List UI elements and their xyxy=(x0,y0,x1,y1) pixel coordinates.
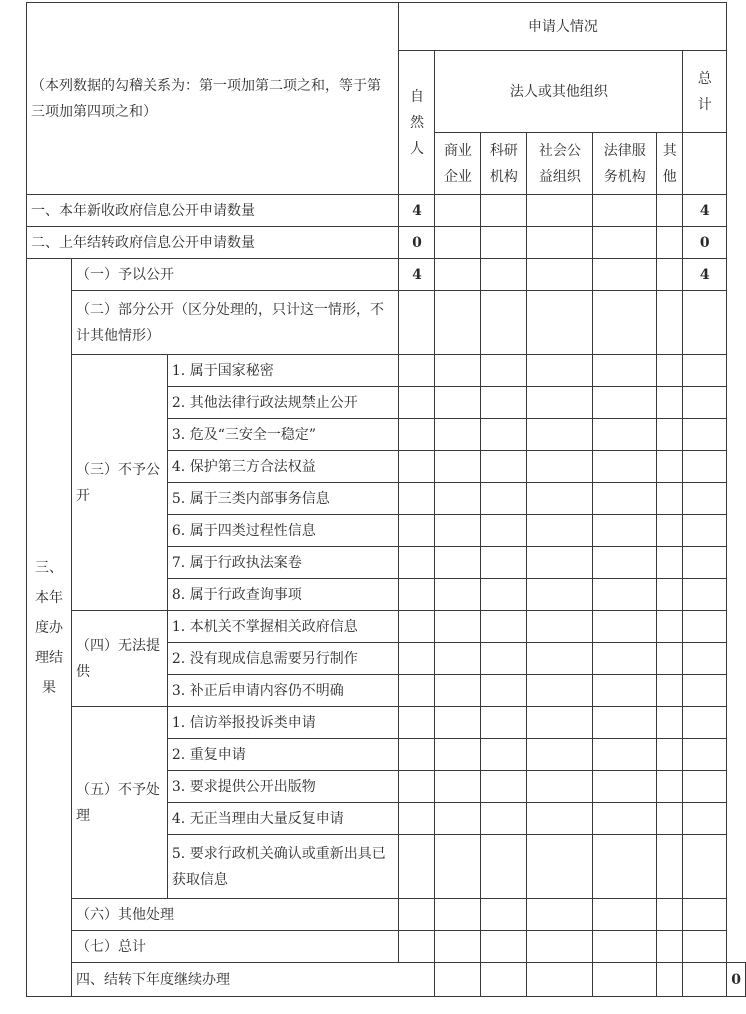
group-label: （五）不予处理 xyxy=(72,707,168,899)
section-3-label: 三、本年度办理结果 xyxy=(27,259,72,997)
item-label: 5. 属于三类内部事务信息 xyxy=(167,483,399,515)
cell-natural: 0 xyxy=(399,227,435,259)
item-label: 7. 属于行政执法案卷 xyxy=(167,547,399,579)
row-label: （一）予以公开 xyxy=(72,259,399,291)
item-label: 2. 没有现成信息需要另行制作 xyxy=(167,643,399,675)
item-label: 5. 要求行政机关确认或重新出具已获取信息 xyxy=(167,835,399,899)
row-label: 一、本年新收政府信息公开申请数量 xyxy=(27,195,399,227)
item-label: 3. 危及“三安全一稳定” xyxy=(167,419,399,451)
commercial-header: 商业企业 xyxy=(435,133,481,195)
item-label: 1. 信访举报投诉类申请 xyxy=(167,707,399,739)
item-label: 1. 本机关不掌握相关政府信息 xyxy=(167,611,399,643)
natural-person-header: 自然人 xyxy=(399,51,435,195)
cell-natural: 4 xyxy=(399,195,435,227)
table-row xyxy=(27,707,746,739)
table-row xyxy=(27,227,746,259)
public-welfare-header: 社会公益组织 xyxy=(527,133,593,195)
item-label: 4. 保护第三方合法权益 xyxy=(167,451,399,483)
cell-total: 4 xyxy=(683,195,727,227)
table-row xyxy=(27,931,746,963)
cell-total: 4 xyxy=(683,259,727,291)
cell-natural: 4 xyxy=(399,259,435,291)
table-row xyxy=(27,259,746,291)
row-label: 四、结转下年度继续办理 xyxy=(72,963,435,997)
table-row xyxy=(27,899,746,931)
item-label: 6. 属于四类过程性信息 xyxy=(167,515,399,547)
header-row-1 xyxy=(27,3,746,51)
table-row xyxy=(27,611,746,643)
item-label: 2. 其他法律行政法规禁止公开 xyxy=(167,387,399,419)
research-header: 科研机构 xyxy=(481,133,527,195)
header-note: （本列数据的勾稽关系为：第一项加第二项之和，等于第三项加第四项之和） xyxy=(27,3,399,195)
legal-service-header: 法律服务机构 xyxy=(593,133,657,195)
item-label: 2. 重复申请 xyxy=(167,739,399,771)
applicant-header: 申请人情况 xyxy=(399,3,727,51)
group-label: （四）无法提供 xyxy=(72,611,168,707)
item-label: 8. 属于行政查询事项 xyxy=(167,579,399,611)
table-row xyxy=(27,291,746,355)
row-label: 二、上年结转政府信息公开申请数量 xyxy=(27,227,399,259)
total-header: 总计 xyxy=(683,51,727,133)
table-row xyxy=(27,963,746,997)
row-label: （七）总计 xyxy=(72,931,399,963)
cell-total: 0 xyxy=(683,227,727,259)
item-label: 3. 补正后申请内容仍不明确 xyxy=(167,675,399,707)
row-label: （二）部分公开（区分处理的，只计这一情形，不计其他情形） xyxy=(72,291,399,355)
item-label: 4. 无正当理由大量反复申请 xyxy=(167,803,399,835)
table-row xyxy=(27,195,746,227)
statistics-table xyxy=(26,2,746,997)
group-label: （三）不予公开 xyxy=(72,355,168,611)
other-header: 其他 xyxy=(657,133,683,195)
table-row xyxy=(27,355,746,387)
item-label: 3. 要求提供公开出版物 xyxy=(167,771,399,803)
cell-total: 0 xyxy=(727,963,746,997)
legal-person-header: 法人或其他组织 xyxy=(435,51,683,133)
row-label: （六）其他处理 xyxy=(72,899,399,931)
item-label: 1. 属于国家秘密 xyxy=(167,355,399,387)
